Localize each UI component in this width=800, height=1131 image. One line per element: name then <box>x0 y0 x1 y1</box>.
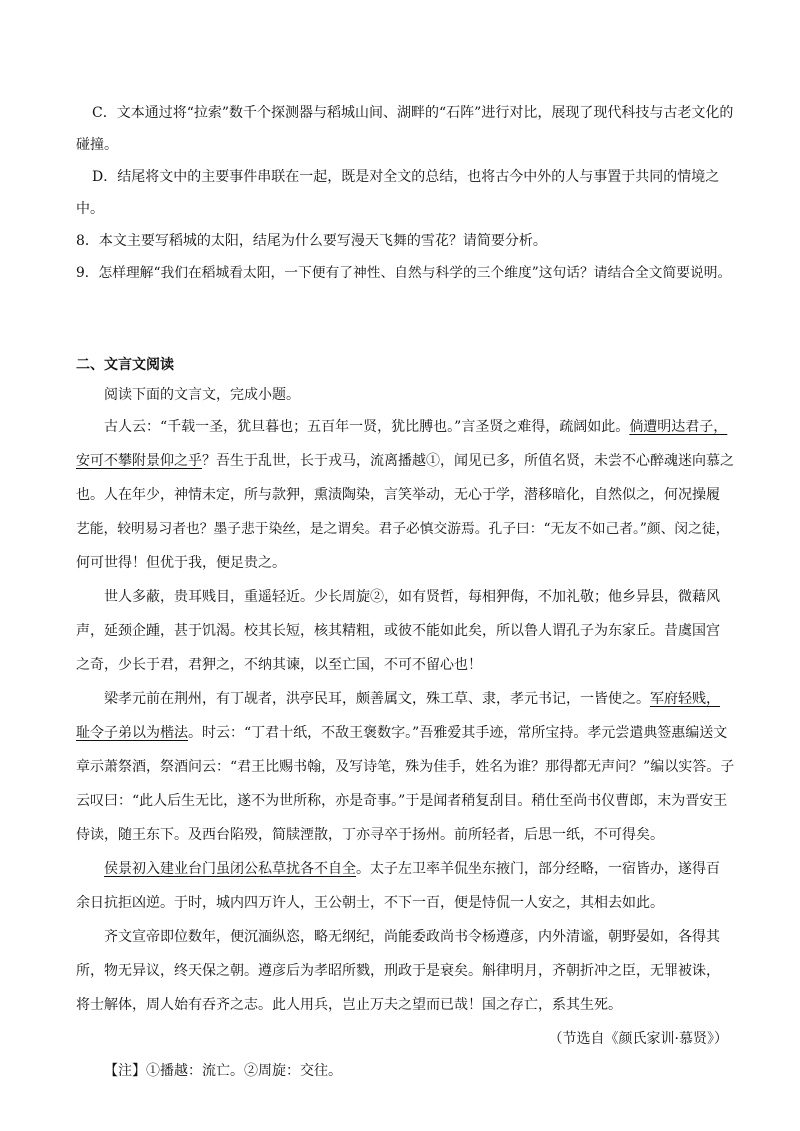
underlined-sentence-2-cont: 耻令子弟以为楷法 <box>76 725 188 741</box>
passage-p5-line-3: 将士解体，周人始有吞齐之志。此人用兵，岂止万夫之望而已哉！国之存亡，系其生死。 <box>76 997 622 1013</box>
passage-p5-line-1: 齐文宣帝即位数年，便沉湎纵恣，略无纲纪，尚能委政尚书令杨遵彦，内外清谧，朝野晏如，各得其 <box>104 929 720 945</box>
passage-p3-line-5: 侍读，随王东下。及西台陷殁，简牍湮散，丁亦寻卒于扬州。前所轻者，后思一纸，不可得矣。 <box>76 827 664 843</box>
question-9: 9．怎样理解“我们在稻城看太阳，一下便有了神性、自然与科学的三个维度”这句话？请结合全文简要说明。 <box>76 265 732 281</box>
passage-p3-line-1 <box>104 690 720 708</box>
underlined-sentence-3: 侯景初入建业台门虽闭公私草扰各不自全 <box>104 861 356 877</box>
passage-text: 古人云：“千载一圣，犹旦暮也；五百年一贤，犹比膊也。”言圣贤之难得，疏阔如此。 <box>104 419 630 435</box>
passage-p4-line-1 <box>104 860 720 878</box>
passage-p3-line-3: 章示萧祭酒，祭酒问云：“君王比赐书翰，及写诗笔，殊为佳手，姓名为谁？那得都无声问？”编以实答。子 <box>76 759 735 775</box>
passage-p2-line-2: 声，延颈企踵，甚于饥渴。校其长短，核其精粗，或彼不能如此矣，所以鲁人谓孔子为东家丘。昔虞国宫 <box>76 623 720 639</box>
passage-p1-line-3: 也。人在年少，神情未定，所与款狎，熏渍陶染，言笑举动，无心于学，潜移暗化，自然似之，何况操履 <box>76 487 720 503</box>
passage-p5-line-2: 所，物无异议，终天保之朝。遵彦后为孝昭所戮，刑政于是衰矣。斛律明月，齐朝折冲之臣，无罪被诛， <box>76 963 720 979</box>
footnote: 【注】①播越：流亡。②周旋：交往。 <box>104 1063 342 1079</box>
option-c-line-1: C．文本通过将“拉索”数千个探测器与稻城山间、湖畔的“石阵”进行对比，展现了现代科技与古老文化的 <box>92 105 734 121</box>
passage-text: 梁孝元前在荆州，有丁觇者，洪亭民耳，颇善属文，殊工草、隶，孝元书记，一皆使之。 <box>104 691 650 707</box>
passage-p2-line-3: 之奇，少长于君，君狎之，不纳其谏，以至亡国，不可不留心也！ <box>76 657 482 673</box>
passage-p1-line-4: 艺能，较明易习者也？墨子悲于染丝，是之谓矣。君子必慎交游焉。孔子曰：“无友不如己者。”颜、闵之徒， <box>76 521 730 537</box>
underlined-sentence-1: 倘遭明达君子， <box>629 419 728 435</box>
question-8: 8．本文主要写稻城的太阳，结尾为什么要写漫天飞舞的雪花？请简要分析。 <box>76 233 547 249</box>
option-d-line-1: D．结尾将文中的主要事件串联在一起，既是对全文的总结，也将古今中外的人与事置于共同的情境之 <box>92 169 720 185</box>
passage-text: 。太子左卫率羊侃坐东掖门，部分经略，一宿皆办，遂得百 <box>356 861 720 877</box>
section-instruction: 阅读下面的文言文，完成小题。 <box>104 387 300 403</box>
passage-text: ？吾生于乱世，长于戎马，流离播越①，闻见已多，所值名贤，未尝不心醉魂迷向慕之 <box>202 453 734 469</box>
passage-p3-line-4: 云叹曰：“此人后生无比，遂不为世所称，亦是奇事。”于是闻者稍复刮目。稍仕至尚书仪曹郎，末为晋安王 <box>76 793 728 809</box>
passage-p1-line-2 <box>76 452 734 470</box>
passage-p4-line-2: 余日抗拒凶逆。于时，城内四万许人，王公朝士，不下一百，便是恃侃一人安之，其相去如此。 <box>76 895 664 911</box>
underlined-sentence-2: 军府轻贱， <box>650 691 720 707</box>
passage-p1-line-5: 何可世得！但优于我，便足贵之。 <box>76 555 286 571</box>
option-c-line-2: 碰撞。 <box>76 137 118 153</box>
passage-p1-line-1 <box>104 418 727 436</box>
source-citation: （节选自《颜氏家训·慕贤》） <box>548 1031 728 1047</box>
passage-p3-line-2 <box>76 724 727 742</box>
section-heading: 二、文言文阅读 <box>76 357 174 373</box>
passage-text: 。时云：“丁君十纸，不敌王褒数字。”吾雅爱其手迹，常所宝持。孝元尝遣典签惠编送文 <box>188 725 728 741</box>
option-d-line-2: 中。 <box>76 201 104 217</box>
underlined-sentence-1-cont: 安可不攀附景仰之乎 <box>76 453 202 469</box>
passage-p2-line-1: 世人多蔽，贵耳贱目，重遥轻近。少长周旋②，如有贤哲，每相狎侮，不加礼敬；他乡异县，微藉风 <box>104 589 720 605</box>
